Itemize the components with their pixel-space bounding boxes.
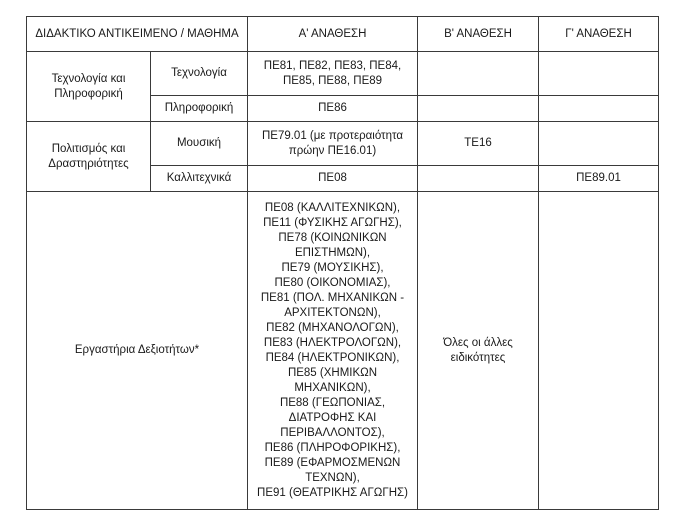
assignment-c-cell — [539, 96, 659, 122]
assignment-a-cell — [248, 192, 418, 510]
assignment-line: πρώην ΠΕ16.01) — [288, 144, 377, 157]
assignment-line: ΠΕ79 (ΜΟΥΣΙΚΗΣ), — [281, 261, 384, 274]
assignment-line: Όλες οι άλλες — [443, 336, 513, 349]
assignment-line: ΔΙΑΤΡΟΦΗΣ ΚΑΙ — [288, 411, 377, 424]
assignment-line: ΕΠΙΣΤΗΜΩΝ), — [294, 246, 371, 259]
assignment-line: ΠΕ80 (ΟΙΚΟΝΟΜΙΑΣ), — [274, 276, 391, 289]
assignment-table — [26, 16, 659, 510]
assignment-a-cell: ΠΕ08 — [248, 166, 418, 192]
area-cell: Πολιτισμός και Δραστηριότητες — [27, 122, 151, 192]
assignment-line: ΠΕ78 (ΚΟΙΝΩΝΙΚΩΝ — [278, 231, 387, 244]
assignment-line: ΠΕΡΙΒΑΛΛΟΝΤΟΣ), — [280, 426, 385, 439]
assignment-c-cell: ΠΕ89.01 — [539, 166, 659, 192]
assignment-line: ΠΕ86 (ΠΛΗΡΟΦΟΡΙΚΗΣ), — [264, 441, 401, 454]
assignment-line: ΠΕ82 (ΜΗΧΑΝΟΛΟΓΩΝ), — [266, 321, 399, 334]
assignment-line: ΠΕ79.01 (με προτεραιότητα — [261, 129, 404, 142]
lab-subject-cell: Εργαστήρια Δεξιοτήτων* — [27, 192, 248, 510]
area-cell: Τεχνολογία και Πληροφορική — [27, 52, 151, 122]
assignment-line: ειδικότητες — [450, 351, 506, 364]
header-subject: ΔΙΔΑΚΤΙΚΟ ΑΝΤΙΚΕΙΜΕΝΟ / ΜΑΘΗΜΑ — [27, 17, 248, 52]
assignment-line: ΠΕ11 (ΦΥΣΙΚΗΣ ΑΓΩΓΗΣ), — [263, 216, 402, 229]
assignment-line: ΠΕ08 (ΚΑΛΛΙΤΕΧΝΙΚΩΝ), — [264, 201, 401, 214]
header-assignment-a: Α' ΑΝΑΘΕΣΗ — [248, 17, 418, 52]
table-row — [27, 52, 659, 96]
table-row — [27, 192, 659, 510]
header-row — [27, 17, 659, 52]
assignment-line: ΤΕΧΝΩΝ), — [305, 471, 360, 484]
assignment-line: ΠΕ81 (ΠΟΛ. ΜΗΧΑΝΙΚΩΝ - — [260, 291, 405, 304]
assignment-a-cell — [248, 122, 418, 166]
assignment-line: ΠΕ81, ΠΕ82, ΠΕ83, ΠΕ84, — [263, 59, 402, 72]
assignment-b-cell: ΤΕ16 — [418, 122, 539, 166]
assignment-a-cell — [248, 52, 418, 96]
header-assignment-c: Γ' ΑΝΑΘΕΣΗ — [539, 17, 659, 52]
assignment-line: ΠΕ91 (ΘΕΑΤΡΙΚΗΣ ΑΓΩΓΗΣ) — [257, 486, 408, 499]
assignment-c-cell — [539, 52, 659, 96]
assignment-b-cell — [418, 96, 539, 122]
assignment-line: ΠΕ85, ΠΕ88, ΠΕ89 — [282, 74, 383, 87]
assignment-line: ΠΕ85 (ΧΗΜΙΚΩΝ — [287, 366, 378, 379]
assignment-line: ΜΗΧΑΝΙΚΩΝ), — [294, 381, 371, 394]
assignment-line: ΠΕ89 (ΕΦΑΡΜΟΣΜΕΝΩΝ — [264, 456, 401, 469]
header-assignment-b: Β' ΑΝΑΘΕΣΗ — [418, 17, 539, 52]
assignment-a-cell: ΠΕ86 — [248, 96, 418, 122]
subject-cell: Καλλιτεχνικά — [151, 166, 248, 192]
assignment-line: ΑΡΧΙΤΕΚΤΟΝΩΝ), — [284, 306, 381, 319]
assignment-line: ΠΕ84 (ΗΛΕΚΤΡΟΝΙΚΩΝ), — [265, 351, 400, 364]
assignment-line: ΠΕ88 (ΓΕΩΠΟΝΙΑΣ, — [279, 396, 386, 409]
assignment-b-cell — [418, 52, 539, 96]
assignment-c-cell — [539, 192, 659, 510]
assignment-line: ΠΕ83 (ΗΛΕΚΤΡΟΛΟΓΩΝ), — [263, 336, 402, 349]
assignment-c-cell — [539, 122, 659, 166]
assignment-b-cell — [418, 166, 539, 192]
subject-cell: Μουσική — [151, 122, 248, 166]
subject-cell: Πληροφορική — [151, 96, 248, 122]
table-row — [27, 122, 659, 166]
assignment-b-cell — [418, 192, 539, 510]
subject-cell: Τεχνολογία — [151, 52, 248, 96]
